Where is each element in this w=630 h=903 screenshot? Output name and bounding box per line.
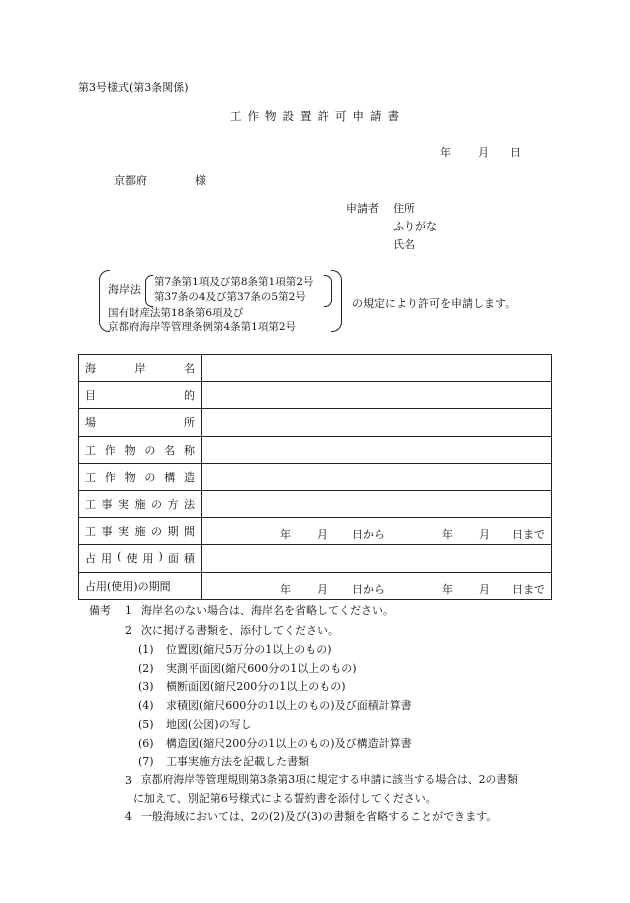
row-label-char: ) [158, 550, 163, 564]
period-from-month: 月 [317, 582, 328, 596]
note-4: 一般海域においては、2の(2)及び(3)の書類を省略することができます。 [141, 810, 498, 823]
inner-bracket-left [145, 275, 153, 307]
row-label-char: 用 [101, 552, 113, 566]
row-label-char: 工 [85, 443, 96, 457]
date-day: 日 [510, 146, 521, 159]
row-label-char: 名 [164, 443, 176, 457]
row-label [79, 518, 202, 545]
row-label-char: 占用(使用)の期間 [85, 579, 171, 593]
attachment-item: 実測平面図(縮尺600分の1以上のもの) [166, 661, 357, 675]
attachment-item-number: (4) [138, 699, 154, 713]
row-value-field[interactable] [202, 463, 552, 490]
addressee-honorific: 様 [195, 174, 206, 187]
attachment-item: 横断面図(縮尺200分の1以上のもの) [166, 680, 346, 694]
row-label-char: 使 [126, 552, 138, 566]
national-property-law: 国有財産法第18条第6項及び [108, 307, 244, 319]
row-label-char: 法 [184, 498, 195, 512]
addressee-prefecture: 京都府 [114, 174, 147, 187]
row-label-char: 方 [167, 498, 179, 512]
period-to-day: 日まで [512, 582, 545, 596]
period-from-month: 月 [317, 528, 328, 542]
table-row [79, 463, 552, 490]
inner-bracket-right [324, 275, 332, 307]
row-label-char: 所 [184, 416, 195, 430]
note-3-number: 3 [125, 774, 132, 787]
date-month: 月 [478, 146, 489, 159]
period-from-year: 年 [280, 582, 291, 596]
attachment-item: 求積図(縮尺600分の1以上のもの)及び面積計算書 [166, 699, 412, 713]
attachment-item-number: (5) [138, 717, 154, 731]
row-value-field[interactable] [202, 355, 552, 382]
form-id: 第3号様式(第3条関係) [78, 81, 189, 94]
row-label-char: 工 [85, 498, 96, 512]
legal-basis-suffix: の規定により許可を申請します。 [352, 297, 517, 310]
row-label-char: 間 [184, 525, 195, 539]
table-row [79, 355, 552, 382]
row-label-char: 岸 [134, 362, 146, 376]
attachment-item: 地図(公図)の写し [166, 717, 252, 731]
table-row [79, 490, 552, 517]
note-3-line-1: 京都府海岸等管理規則第3条第3項に規定する申請に該当する場合は、2の書類 [141, 773, 518, 786]
table-row [79, 545, 552, 572]
period-from-day: 日から [352, 582, 385, 596]
note-1-number: 1 [125, 604, 132, 617]
date-year: 年 [440, 146, 451, 159]
row-label-char: 施 [134, 525, 146, 539]
law-name: 海岸法 [108, 283, 141, 296]
row-value-field[interactable] [202, 572, 552, 599]
row-label-char: 工 [85, 525, 96, 539]
row-value-field[interactable] [202, 490, 552, 517]
row-label-char: 海 [85, 362, 96, 376]
attachment-item-number: (7) [138, 755, 154, 769]
row-label-char: 事 [101, 498, 113, 512]
applicant-name-label: 氏名 [393, 238, 415, 251]
row-label [79, 572, 202, 599]
outer-bracket-right [331, 270, 342, 332]
row-label-char: 実 [118, 498, 129, 512]
row-label-char: 面 [167, 552, 179, 566]
row-label-char: 事 [101, 525, 113, 539]
row-value-field[interactable] [202, 545, 552, 572]
row-label-char: 称 [183, 443, 195, 457]
row-label-char: 名 [184, 362, 195, 376]
row-label-char: 作 [104, 470, 116, 484]
applicant-label: 申請者 [346, 202, 379, 215]
note-2-number: 2 [125, 624, 132, 637]
article-2: 第37条の4及び第37条の5第2号 [154, 291, 306, 303]
row-label [79, 355, 202, 382]
row-label-char: の [144, 443, 156, 457]
note-3-line-2: に加えて、別記第6号様式による誓約書を添付してください。 [133, 792, 437, 805]
attachment-item-number: (2) [138, 661, 154, 675]
table-row [79, 409, 552, 436]
row-label-char: 構 [164, 470, 176, 484]
table-row [79, 382, 552, 409]
row-label-char: 的 [184, 389, 195, 403]
note-4-number: 4 [125, 810, 132, 823]
article-1: 第7条第1項及び第8条第1項第2号 [154, 276, 314, 288]
document-title: 工作物設置許可申請書 [230, 109, 405, 123]
row-label-char: 工 [85, 470, 96, 484]
table-row [79, 436, 552, 463]
row-label-char: 積 [183, 552, 195, 566]
attachment-item-number: (6) [138, 736, 154, 750]
row-label-char: の [151, 498, 162, 512]
row-label [79, 463, 202, 490]
period-to-year: 年 [442, 582, 453, 596]
row-label [79, 382, 202, 409]
attachment-item: 工事実施方法を記載した書類 [166, 755, 309, 769]
note-2: 次に掲げる書類を、添付してください。 [141, 624, 339, 637]
prefectural-ordinance: 京都府海岸等管理条例第4条第1項第2号 [108, 321, 297, 333]
row-label [79, 490, 202, 517]
period-to-month: 月 [479, 582, 490, 596]
row-label-char: 作 [104, 443, 116, 457]
attachment-item-number: (3) [138, 680, 154, 694]
row-value-field[interactable] [202, 382, 552, 409]
row-value-field[interactable] [202, 436, 552, 463]
row-label-char: ( [117, 550, 122, 564]
row-label-char: 造 [183, 470, 195, 484]
note-1: 海岸名のない場合は、海岸名を省略してください。 [141, 604, 394, 617]
row-label-char: 場 [85, 416, 96, 430]
attachment-item: 位置図(縮尺5万分の1以上のもの) [166, 643, 332, 656]
row-value-field[interactable] [202, 409, 552, 436]
row-label-char: 物 [124, 470, 136, 484]
row-label-char: 占 [85, 552, 96, 566]
attachment-item: 構造図(縮尺200分の1以上のもの)及び構造計算書 [166, 736, 412, 750]
period-to-month: 月 [479, 528, 490, 542]
row-value-field[interactable] [202, 518, 552, 545]
row-label-char: 期 [167, 525, 179, 539]
row-label [79, 409, 202, 436]
period-from-day: 日から [352, 528, 385, 542]
notes-heading: 備考 [89, 604, 111, 617]
attachment-item-number: (1) [138, 643, 154, 656]
row-label [79, 436, 202, 463]
applicant-address-label: 住所 [393, 202, 415, 215]
row-label-char: 施 [134, 498, 146, 512]
row-label-char: 用 [142, 552, 154, 566]
applicant-furigana-label: ふりがな [393, 220, 437, 233]
row-label-char: 実 [118, 525, 129, 539]
period-to-day: 日まで [512, 528, 545, 542]
row-label-char: の [144, 470, 156, 484]
application-table [78, 354, 552, 600]
period-to-year: 年 [442, 528, 453, 542]
table-row [79, 518, 552, 545]
row-label-char: 目 [85, 389, 96, 403]
row-label-char: 物 [124, 443, 136, 457]
row-label [79, 545, 202, 572]
period-from-year: 年 [280, 528, 291, 542]
row-label-char: の [151, 525, 162, 539]
table-row [79, 572, 552, 599]
